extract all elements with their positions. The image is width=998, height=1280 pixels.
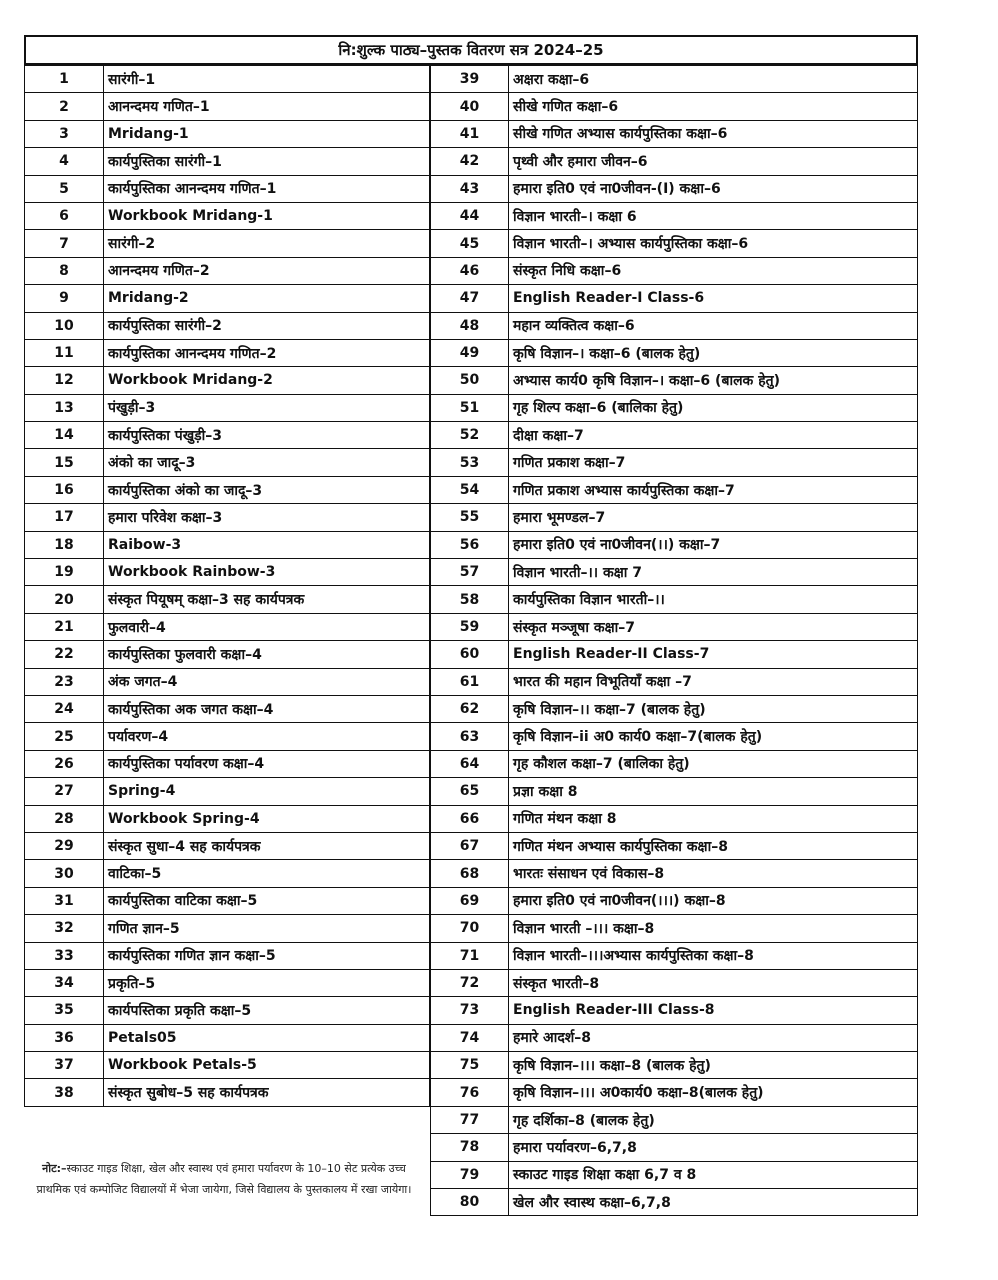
serial-number: 44	[431, 202, 509, 229]
book-name: कार्यपुस्तिका अंको का जादू–3	[104, 476, 430, 503]
book-name: कार्यपुस्तिका फुलवारी कक्षा–4	[104, 641, 430, 668]
serial-number: 76	[431, 1079, 509, 1106]
table-row	[431, 312, 918, 339]
book-name: कार्यपुस्तिका विज्ञान भारती–।।	[509, 586, 918, 613]
table-row	[431, 175, 918, 202]
table-row	[25, 641, 430, 668]
table-row	[431, 613, 918, 640]
serial-number: 30	[25, 860, 104, 887]
book-name: विज्ञान भारती –।।। कक्षा–8	[509, 915, 918, 942]
serial-number: 14	[25, 422, 104, 449]
serial-number: 11	[25, 339, 104, 366]
serial-number: 18	[25, 531, 104, 558]
book-name: सीखे गणित कक्षा–6	[509, 93, 918, 120]
serial-number: 42	[431, 148, 509, 175]
book-name: कार्यपस्तिका प्रकृति कक्षा–5	[104, 997, 430, 1024]
serial-number: 63	[431, 723, 509, 750]
book-name: अक्षरा कक्षा–6	[509, 66, 918, 93]
table-row	[25, 695, 430, 722]
serial-number: 37	[25, 1052, 104, 1079]
table-row	[431, 257, 918, 284]
serial-number: 5	[25, 175, 104, 202]
book-name: संस्कृत सुबोध–5 सह कार्यपत्रक	[104, 1079, 430, 1106]
serial-number: 26	[25, 750, 104, 777]
serial-number: 50	[431, 367, 509, 394]
table-row	[431, 422, 918, 449]
book-name: Mridang-2	[104, 285, 430, 312]
table-row	[431, 778, 918, 805]
book-name: English Reader-I Class-6	[509, 285, 918, 312]
table-row	[25, 449, 430, 476]
serial-number: 67	[431, 832, 509, 859]
table-row	[431, 915, 918, 942]
book-name: Workbook Rainbow-3	[104, 559, 430, 586]
serial-number: 69	[431, 887, 509, 914]
table-row	[431, 942, 918, 969]
table-row	[431, 202, 918, 229]
footnote-text: स्काउट गाइड शिक्षा, खेल और स्वास्थ एवं हमारा पर्यावरण के 10–10 सेट प्रत्येक उच्च प्राथमिक एवं कम्पोजिट विद्यालयों में भेजा जायेगा, जिसे विद्यालय के पुस्तकालय में रखा जायेगा।	[36, 1162, 412, 1196]
book-name: अभ्यास कार्य0 कृषि विज्ञान–। कक्षा–6 (बालक हेतु)	[509, 367, 918, 394]
table-row	[25, 230, 430, 257]
serial-number: 70	[431, 915, 509, 942]
serial-number: 54	[431, 476, 509, 503]
serial-number: 31	[25, 887, 104, 914]
serial-number: 28	[25, 805, 104, 832]
book-name: अंक जगत–4	[104, 668, 430, 695]
book-name: गृह कौशल कक्षा–7 (बालिका हेतु)	[509, 750, 918, 777]
serial-number: 7	[25, 230, 104, 257]
book-table-left	[24, 65, 430, 1107]
table-row	[431, 969, 918, 996]
book-name: महान व्यक्तित्व कक्षा–6	[509, 312, 918, 339]
book-name: संस्कृत पियूषम् कक्षा–3 सह कार्यपत्रक	[104, 586, 430, 613]
serial-number: 46	[431, 257, 509, 284]
book-name: कार्यपुस्तिका पर्यावरण कक्षा–4	[104, 750, 430, 777]
serial-number: 80	[431, 1189, 509, 1216]
table-row	[25, 1024, 430, 1051]
serial-number: 10	[25, 312, 104, 339]
serial-number: 16	[25, 476, 104, 503]
serial-number: 1	[25, 66, 104, 93]
serial-number: 33	[25, 942, 104, 969]
book-name: English Reader-II Class-7	[509, 641, 918, 668]
serial-number: 52	[431, 422, 509, 449]
serial-number: 41	[431, 120, 509, 147]
table-row	[25, 778, 430, 805]
table-row	[431, 394, 918, 421]
serial-number: 77	[431, 1106, 509, 1133]
serial-number: 51	[431, 394, 509, 421]
serial-number: 74	[431, 1024, 509, 1051]
book-name: स्काउट गाइड शिक्षा कक्षा 6,7 व 8	[509, 1161, 918, 1188]
book-name: गणित प्रकाश कक्षा–7	[509, 449, 918, 476]
book-name: हमारा भूमण्डल–7	[509, 504, 918, 531]
book-name: कार्यपुस्तिका सारंगी–2	[104, 312, 430, 339]
book-name: कार्यपुस्तिका सारंगी–1	[104, 148, 430, 175]
book-name: फुलवारी–4	[104, 613, 430, 640]
table-row	[431, 66, 918, 93]
serial-number: 22	[25, 641, 104, 668]
book-name: पर्यावरण–4	[104, 723, 430, 750]
book-name: संस्कृत भारती–8	[509, 969, 918, 996]
book-name: भारत की महान विभूतियाँ कक्षा –7	[509, 668, 918, 695]
table-row	[431, 531, 918, 558]
book-name: संस्कृत मञ्जूषा कक्षा–7	[509, 613, 918, 640]
table-row	[431, 93, 918, 120]
book-name: कृषि विज्ञान–ii अ0 कार्य0 कक्षा–7(बालक हेतु)	[509, 723, 918, 750]
book-name: वाटिका–5	[104, 860, 430, 887]
serial-number: 59	[431, 613, 509, 640]
serial-number: 8	[25, 257, 104, 284]
serial-number: 64	[431, 750, 509, 777]
table-row	[431, 367, 918, 394]
serial-number: 71	[431, 942, 509, 969]
serial-number: 38	[25, 1079, 104, 1106]
book-name: अंको का जादू–3	[104, 449, 430, 476]
serial-number: 35	[25, 997, 104, 1024]
serial-number: 4	[25, 148, 104, 175]
book-name: भारतः संसाधन एवं विकास–8	[509, 860, 918, 887]
table-row	[25, 969, 430, 996]
serial-number: 53	[431, 449, 509, 476]
table-row	[431, 586, 918, 613]
table-row	[431, 668, 918, 695]
table-row	[431, 641, 918, 668]
book-name: कार्यपुस्तिका पंखुड़ी–3	[104, 422, 430, 449]
table-row	[25, 422, 430, 449]
table-row	[25, 504, 430, 531]
book-name: कार्यपुस्तिका वाटिका कक्षा–5	[104, 887, 430, 914]
table-row	[25, 887, 430, 914]
serial-number: 15	[25, 449, 104, 476]
book-name: Workbook Petals-5	[104, 1052, 430, 1079]
serial-number: 61	[431, 668, 509, 695]
table-row	[25, 860, 430, 887]
table-row	[25, 202, 430, 229]
book-name: हमारा इति0 एवं ना0जीवन(।।) कक्षा–7	[509, 531, 918, 558]
table-row	[25, 559, 430, 586]
table-row	[431, 1024, 918, 1051]
book-name: गृह दर्शिका–8 (बालक हेतु)	[509, 1106, 918, 1133]
serial-number: 47	[431, 285, 509, 312]
page-title: नि:शुल्क पाठ्य–पुस्तक वितरण सत्र 2024–25	[24, 35, 918, 65]
book-name: कृषि विज्ञान–।।। अ0कार्य0 कक्षा–8(बालक हेतु)	[509, 1079, 918, 1106]
serial-number: 66	[431, 805, 509, 832]
book-name: Workbook Mridang-1	[104, 202, 430, 229]
book-name: हमारा इति0 एवं ना0जीवन-(I) कक्षा–6	[509, 175, 918, 202]
serial-number: 13	[25, 394, 104, 421]
table-row	[431, 750, 918, 777]
book-name: हमारा परिवेश कक्षा–3	[104, 504, 430, 531]
serial-number: 23	[25, 668, 104, 695]
serial-number: 32	[25, 915, 104, 942]
table-row	[25, 1052, 430, 1079]
book-name: सारंगी–1	[104, 66, 430, 93]
serial-number: 29	[25, 832, 104, 859]
table-row	[25, 942, 430, 969]
table-row	[431, 1079, 918, 1106]
table-row	[25, 1079, 430, 1106]
serial-number: 19	[25, 559, 104, 586]
table-row	[431, 476, 918, 503]
serial-number: 58	[431, 586, 509, 613]
book-name: विज्ञान भारती–। कक्षा 6	[509, 202, 918, 229]
book-name: सीखे गणित अभ्यास कार्यपुस्तिका कक्षा–6	[509, 120, 918, 147]
book-name: Raibow-3	[104, 531, 430, 558]
book-name: हमारा इति0 एवं ना0जीवन(।।।) कक्षा–8	[509, 887, 918, 914]
table-row	[431, 1134, 918, 1161]
serial-number: 17	[25, 504, 104, 531]
table-row	[25, 997, 430, 1024]
serial-number: 3	[25, 120, 104, 147]
book-name: प्रज्ञा कक्षा 8	[509, 778, 918, 805]
book-name: Petals05	[104, 1024, 430, 1051]
book-name: संस्कृत सुधा–4 सह कार्यपत्रक	[104, 832, 430, 859]
table-row	[25, 339, 430, 366]
book-name: Workbook Mridang-2	[104, 367, 430, 394]
book-name: विज्ञान भारती–। अभ्यास कार्यपुस्तिका कक्षा–6	[509, 230, 918, 257]
book-name: सारंगी–2	[104, 230, 430, 257]
book-name: कार्यपुस्तिका अक जगत कक्षा–4	[104, 695, 430, 722]
table-row	[25, 93, 430, 120]
footnote	[26, 1158, 422, 1200]
table-row	[25, 613, 430, 640]
table-row	[431, 230, 918, 257]
table-row	[431, 339, 918, 366]
book-name: गणित प्रकाश अभ्यास कार्यपुस्तिका कक्षा–7	[509, 476, 918, 503]
table-row	[431, 148, 918, 175]
table-row	[431, 695, 918, 722]
table-row	[25, 531, 430, 558]
table-row	[431, 1106, 918, 1133]
serial-number: 39	[431, 66, 509, 93]
table-row	[431, 559, 918, 586]
book-name: Workbook Spring-4	[104, 805, 430, 832]
book-name: Spring-4	[104, 778, 430, 805]
book-name: गणित मंथन कक्षा 8	[509, 805, 918, 832]
table-row	[431, 120, 918, 147]
book-name: गणित मंथन अभ्यास कार्यपुस्तिका कक्षा–8	[509, 832, 918, 859]
book-name: प्रकृति–5	[104, 969, 430, 996]
book-name: खेल और स्वास्थ कक्षा–6,7,8	[509, 1189, 918, 1216]
serial-number: 45	[431, 230, 509, 257]
table-row	[25, 476, 430, 503]
serial-number: 27	[25, 778, 104, 805]
table-row	[25, 832, 430, 859]
book-name: विज्ञान भारती–।। कक्षा 7	[509, 559, 918, 586]
table-row	[25, 120, 430, 147]
serial-number: 34	[25, 969, 104, 996]
table-row	[431, 1189, 918, 1216]
serial-number: 24	[25, 695, 104, 722]
serial-number: 55	[431, 504, 509, 531]
table-row	[431, 832, 918, 859]
book-name: दीक्षा कक्षा–7	[509, 422, 918, 449]
table-row	[25, 257, 430, 284]
table-row	[431, 449, 918, 476]
serial-number: 72	[431, 969, 509, 996]
table-row	[25, 66, 430, 93]
serial-number: 25	[25, 723, 104, 750]
serial-number: 75	[431, 1052, 509, 1079]
serial-number: 62	[431, 695, 509, 722]
book-name: कार्यपुस्तिका आनन्दमय गणित–1	[104, 175, 430, 202]
table-row	[25, 750, 430, 777]
footnote-label: नोट:–	[42, 1162, 67, 1175]
book-name: आनन्दमय गणित–2	[104, 257, 430, 284]
table-row	[25, 668, 430, 695]
serial-number: 36	[25, 1024, 104, 1051]
book-name: आनन्दमय गणित–1	[104, 93, 430, 120]
book-name: गृह शिल्प कक्षा–6 (बालिका हेतु)	[509, 394, 918, 421]
table-row	[431, 1161, 918, 1188]
serial-number: 60	[431, 641, 509, 668]
serial-number: 79	[431, 1161, 509, 1188]
table-row	[431, 285, 918, 312]
serial-number: 2	[25, 93, 104, 120]
book-name: कार्यपुस्तिका आनन्दमय गणित–2	[104, 339, 430, 366]
serial-number: 65	[431, 778, 509, 805]
serial-number: 43	[431, 175, 509, 202]
serial-number: 73	[431, 997, 509, 1024]
serial-number: 9	[25, 285, 104, 312]
serial-number: 6	[25, 202, 104, 229]
book-table-right	[430, 65, 918, 1216]
table-row	[25, 394, 430, 421]
serial-number: 68	[431, 860, 509, 887]
serial-number: 40	[431, 93, 509, 120]
book-name: कृषि विज्ञान–।।। कक्षा–8 (बालक हेतु)	[509, 1052, 918, 1079]
book-name: Mridang-1	[104, 120, 430, 147]
serial-number: 21	[25, 613, 104, 640]
table-row	[431, 805, 918, 832]
book-name: पंखुड़ी–3	[104, 394, 430, 421]
table-row	[25, 312, 430, 339]
table-row	[25, 915, 430, 942]
book-name: पृथ्वी और हमारा जीवन–6	[509, 148, 918, 175]
table-row	[431, 1052, 918, 1079]
serial-number: 78	[431, 1134, 509, 1161]
book-name: हमारे आदर्श–8	[509, 1024, 918, 1051]
table-row	[25, 367, 430, 394]
table-row	[431, 504, 918, 531]
table-row	[25, 175, 430, 202]
book-name: संस्कृत निधि कक्षा–6	[509, 257, 918, 284]
serial-number: 56	[431, 531, 509, 558]
table-row	[25, 285, 430, 312]
book-name: कार्यपुस्तिका गणित ज्ञान कक्षा–5	[104, 942, 430, 969]
serial-number: 49	[431, 339, 509, 366]
table-row	[25, 805, 430, 832]
table-row	[25, 586, 430, 613]
table-row	[431, 860, 918, 887]
book-name: कृषि विज्ञान–।। कक्षा–7 (बालक हेतु)	[509, 695, 918, 722]
table-row	[431, 997, 918, 1024]
serial-number: 12	[25, 367, 104, 394]
book-name: हमारा पर्यावरण–6,7,8	[509, 1134, 918, 1161]
book-name: विज्ञान भारती–।।।अभ्यास कार्यपुस्तिका कक्षा–8	[509, 942, 918, 969]
table-row	[25, 148, 430, 175]
serial-number: 48	[431, 312, 509, 339]
table-row	[431, 887, 918, 914]
book-name: कृषि विज्ञान–। कक्षा–6 (बालक हेतु)	[509, 339, 918, 366]
serial-number: 57	[431, 559, 509, 586]
book-name: गणित ज्ञान–5	[104, 915, 430, 942]
table-row	[431, 723, 918, 750]
table-row	[25, 723, 430, 750]
serial-number: 20	[25, 586, 104, 613]
book-name: English Reader-III Class-8	[509, 997, 918, 1024]
